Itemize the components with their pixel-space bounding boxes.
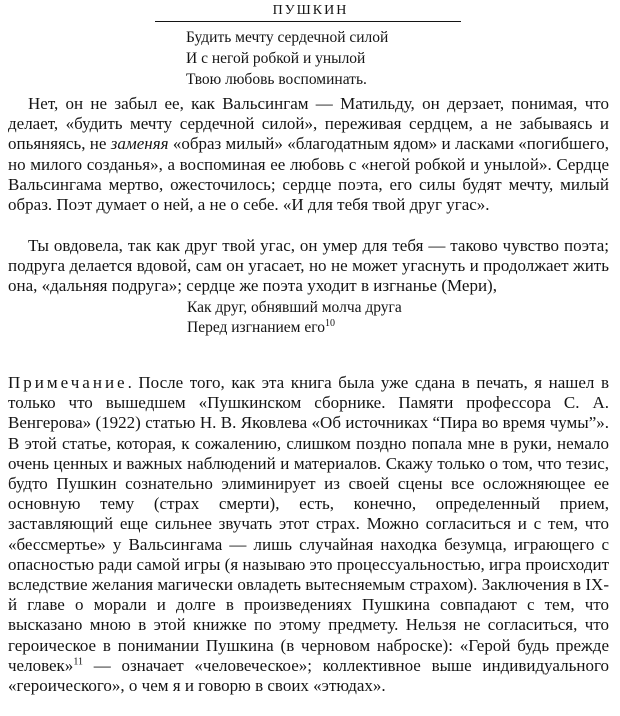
author-note xyxy=(8,373,609,696)
paragraph-2: Ты овдовела, так как друг твой угас, он умер для тебя — таково чувство поэта; подруга делается вдовой, сам он угасает, но не может угаснуть и продолжает жить она, «дальняя подруга»; сердце же поэта уходит в изгнанье (Мери), xyxy=(8,236,609,296)
verse-line: Твою любовь воспоминать. xyxy=(186,71,367,88)
verse-quote-1 xyxy=(186,27,388,90)
verse-line: Будить мечту сердечной силой xyxy=(186,29,389,46)
footnote-marker: 10 xyxy=(324,317,335,329)
emphasis-word: заменяя xyxy=(110,134,169,154)
footnote-marker: 11 xyxy=(73,656,83,668)
paragraph-1-text-a: Нет, он не забыл ее, как Вальсингам — Матильду, он дерзает, понимая, что делает, «будить мечту сердечной силой», переживая сердцем, а не забываясь и опьяняясь, не xyxy=(8,94,609,154)
verse-line: И с негой робкой и унылой xyxy=(186,50,366,67)
verse-quote-2 xyxy=(187,298,402,338)
verse-line-text: Перед изгнанием его xyxy=(187,319,325,336)
verse-line: Как друг, обнявший молча друга xyxy=(187,299,402,316)
running-head: ПУШКИН xyxy=(272,3,349,18)
note-label: Примечание xyxy=(8,373,128,392)
note-text-a: . После того, как эта книга была уже сдана в печать, я нашел в только что вышедшем «Пушкинском сборнике. Памяти профессора С. А. Венгерова» (1922) статью Н. В. Яковлева «Об источниках “Пира во время чумы”». В этой статье, которая, к сожалению, слишком поздно попала мне в руки, немало очень ценных и важных наблюдений и материалов. Скажу только о том, что тезис, будто Пушкин сознательно элиминирует из своей сцены все осложняющее ее основную тему (страх смерти), есть, конечно, определенный прием, заставляющий еще сильнее звучать этот страх. Можно согласиться и с тем, что «бессмертье» у Вальсингама — лишь случайная находка безумца, играющего с опасностью ради самой игры (я называю это процессуальностью, игра происходит вследствие желания магически овладеть вытесняемым страхом). Заключения в IX-й главе о морали и долге в произведениях Пушкина совпадают с тем, что высказано мною в этой книжке по этому предмету. Нельзя не согласиться, что героическое в понимании Пушкина (в черновом наброске): «Герой будь прежде человек» xyxy=(8,373,609,675)
paragraph-1 xyxy=(8,94,609,215)
paragraph-1-text-b: «образ милый» «благодатным ядом» и ласками «погибшего, но милого созданья», а воспоминая ее любовь с «негой робкой и унылой». Сердце Вальсингама мертво, ожесточилось; сердце поэта, его силы будят мечту, милый образ. Поэт думает о ней, а не о себе. «И для тебя твой друг угас». xyxy=(8,134,609,215)
verse-line xyxy=(187,318,402,338)
note-text-b: — означает «человеческое»; коллективное выше индивидуального «героического», о чем я и говорю в своих «этюдах». xyxy=(8,655,609,696)
header-rule xyxy=(155,21,461,22)
